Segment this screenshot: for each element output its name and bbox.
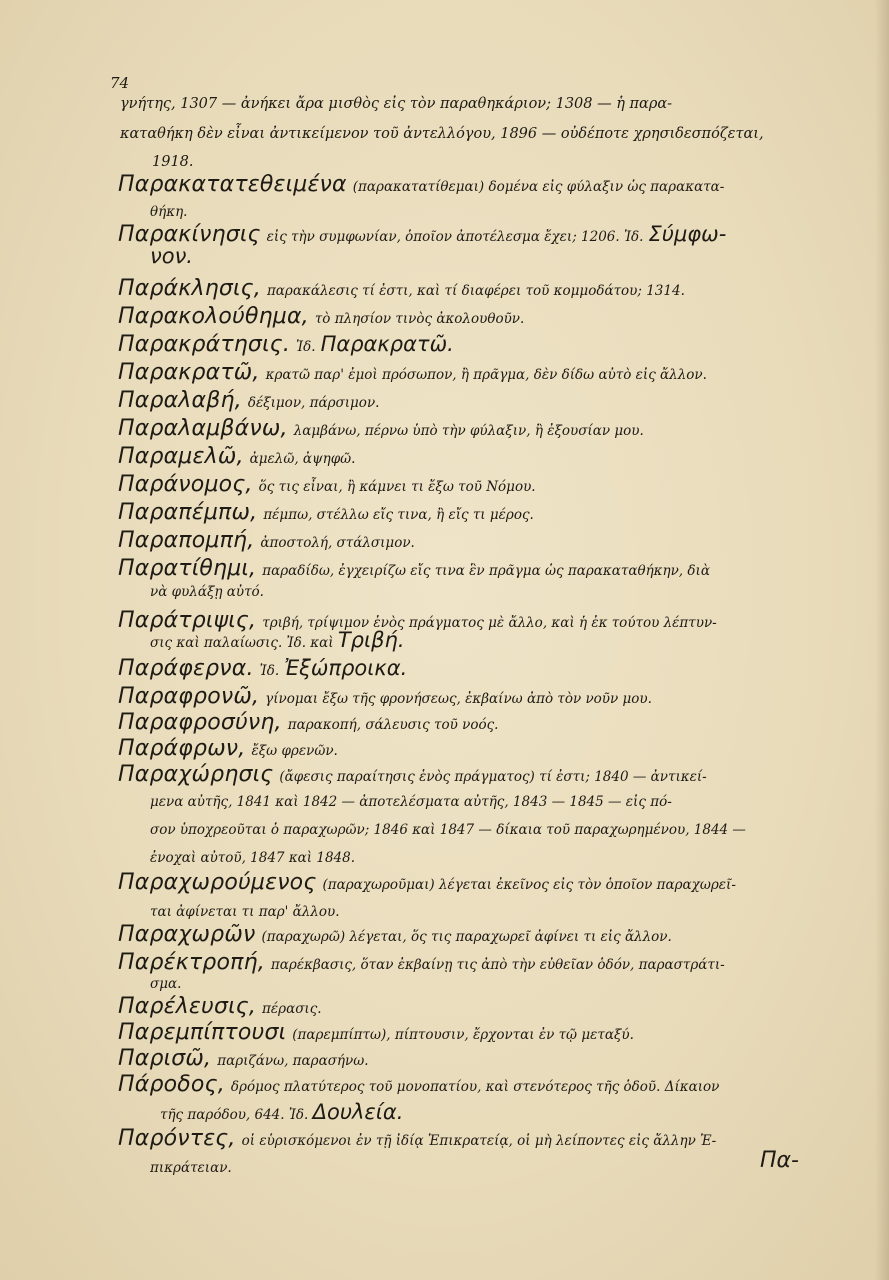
entry-headword: Παραχωρούμενος <box>118 870 317 895</box>
entry-reference: Ἐξώπροικα. <box>284 656 408 680</box>
dictionary-entry <box>118 304 818 329</box>
entry-definition: (ἄφεσις παραίτησις ἑνὸς πράγματος) τί ἐστι; 1840 — ἀντικεί- <box>279 769 707 785</box>
entry-definition: παραδίδω, ἐγχειρίζω εἴς τινα ἓν πρᾶγμα ὡς παρακαταθήκην, διὰ <box>262 563 710 579</box>
entry-headword: Παραλαβή, <box>118 388 242 413</box>
catchword: Πα- <box>760 1148 799 1173</box>
entry-definition: τριβή, τρίψιμον ἑνὸς πράγματος μὲ ἄλλο, καὶ ἡ ἐκ τούτου λέπτυν- <box>262 615 717 631</box>
entry-headword: Παρόντες, <box>118 1126 236 1151</box>
entry-headword: Παραχωρῶν <box>118 922 256 947</box>
entry-definition: δρόμος πλατύτερος τοῦ μονοπατίου, καὶ στενότερος τῆς ὁδοῦ. Δίκαιον <box>230 1079 720 1095</box>
entry-definition: λαμβάνω, πέρνω ὑπὸ τὴν φύλαξιν, ἢ ἐξουσίαν μου. <box>293 423 644 439</box>
entry-definition: ἔξω φρενῶν. <box>251 743 338 759</box>
dictionary-entry <box>118 1020 818 1045</box>
dictionary-entry <box>118 656 818 681</box>
entry-definition: κρατῶ παρ' ἐμοὶ πρόσωπον, ἢ πρᾶγμα, δὲν δίδω αὐτὸ εἰς ἄλλον. <box>265 367 707 383</box>
dictionary-entry <box>118 388 818 413</box>
entry-definition: ὅς τις εἶναι, ἢ κάμνει τι ἔξω τοῦ Νόμου. <box>258 479 536 495</box>
entry-reference: Δουλεία. <box>312 1100 404 1124</box>
entry-definition: παριζάνω, παρασήνω. <box>217 1053 369 1069</box>
entry-headword: Παρακράτησις. <box>118 332 291 357</box>
dictionary-entry <box>118 870 818 895</box>
entry-headword: Παραφρονῶ, <box>118 684 260 709</box>
entry-headword: Παρεμπίπτουσι <box>118 1020 287 1045</box>
entry-definition: δέξιμον, πάρσιμον. <box>247 395 380 411</box>
entry-headword: Παραπέμπω, <box>118 500 258 525</box>
page-number: 74 <box>110 74 130 92</box>
entry-headword: Παράφρων, <box>118 736 246 761</box>
entry-headword: Παρακατατεθειμένα <box>118 172 347 197</box>
entry-definition: Ἰδ. <box>296 339 316 355</box>
dictionary-entry <box>118 444 818 469</box>
entry-continuation: ται ἀφίνεται τι παρ' ἄλλου. <box>150 904 340 920</box>
entry-headword: Παρακολούθημα, <box>118 304 309 329</box>
dictionary-entry <box>118 360 818 385</box>
entry-definition: εἰς τὴν συμφωνίαν, ὁποῖον ἀποτέλεσμα ἔχει; 1206. Ἰδ. <box>266 229 644 245</box>
entry-headword: Παράκλησις, <box>118 276 261 301</box>
entry-definition: γίνομαι ἔξω τῆς φρονήσεως, ἐκβαίνω ἀπὸ τὸν νοῦν μου. <box>265 691 652 707</box>
entry-reference: νον. <box>150 244 193 268</box>
entry-continuation-text: σις καὶ παλαίωσις. Ἰδ. καὶ <box>150 635 334 651</box>
entry-definition: παρέκβασις, ὅταν ἐκβαίνῃ τις ἀπὸ τὴν εὐθεῖαν ὁδόν, παραστράτι- <box>270 957 725 973</box>
dictionary-entry <box>118 556 818 581</box>
entry-headword: Παραλαμβάνω, <box>118 416 288 441</box>
entry-reference: Σύμφω- <box>648 222 727 246</box>
entry-headword: Παράτριψις, <box>118 608 257 633</box>
entry-continuation <box>150 244 810 271</box>
entry-definition: ἀποστολή, στάλσιμον. <box>260 535 415 551</box>
continuation-line: 1918. <box>152 154 194 170</box>
dictionary-entry <box>118 472 818 497</box>
continuation-line: γνήτης, 1307 — ἀνήκει ἄρα μισθὸς εἰς τὸν παραθηκάριον; 1308 — ἡ παρα- <box>120 96 673 112</box>
entry-definition: (παρακατατίθεμαι) δομένα εἰς φύλαξιν ὡς παρακατα- <box>352 179 725 195</box>
entry-definition: ἀμελῶ, ἀψηφῶ. <box>249 451 356 467</box>
dictionary-entry <box>118 528 818 553</box>
entry-continuation: ἐνοχαὶ αὐτοῦ, 1847 καὶ 1848. <box>150 850 356 866</box>
dictionary-entry <box>118 1046 818 1071</box>
entry-definition: πέρασις. <box>262 1001 322 1017</box>
entry-headword: Παραμελῶ, <box>118 444 244 469</box>
entry-continuation: πικράτειαν. <box>150 1160 232 1176</box>
continuation-line: καταθήκη δὲν εἶναι ἀντικείμενον τοῦ ἀντελλόγου, 1896 — οὐδέποτε χρησιδεσπόζεται, <box>120 126 764 142</box>
dictionary-entry <box>118 1072 818 1097</box>
entry-definition: Ἰδ. <box>259 663 280 679</box>
entry-continuation: σμα. <box>150 976 182 992</box>
entry-headword: Παρακρατῶ, <box>118 360 260 385</box>
entry-continuation <box>150 628 810 655</box>
dictionary-entry <box>118 736 818 761</box>
entry-headword: Παραπομπή, <box>118 528 255 553</box>
entry-reference: Παρακρατῶ. <box>320 332 454 356</box>
dictionary-entry <box>118 276 818 301</box>
entry-headword: Παρακίνησις <box>118 222 261 247</box>
entry-headword: Παραφροσύνη, <box>118 710 282 735</box>
entry-headword: Παράφερνα. <box>118 656 254 681</box>
entry-definition: (παρεμπίπτω), πίπτουσιν, ἔρχονται ἐν τῷ μεταξύ. <box>292 1027 634 1043</box>
dictionary-entry <box>118 172 818 197</box>
entry-definition: παρακάλεσις τί ἐστι, καὶ τί διαφέρει τοῦ κομμοδάτου; 1314. <box>266 283 685 299</box>
entry-definition: (παραχωρῶ) λέγεται, ὅς τις παραχωρεῖ ἀφίνει τι εἰς ἄλλον. <box>261 929 672 945</box>
page-edge-shadow <box>875 0 889 1280</box>
entry-headword: Παρέλευσις, <box>118 994 257 1019</box>
entry-definition: οἱ εὑρισκόμενοι ἐν τῇ ἰδίᾳ Ἐπικρατείᾳ, οἱ μὴ λείποντες εἰς ἄλλην Ἐ- <box>241 1133 717 1149</box>
entry-headword: Παρατίθημι, <box>118 556 257 581</box>
entry-definition: τὸ πλησίον τινὸς ἀκολουθοῦν. <box>314 311 525 327</box>
entry-continuation: θήκη. <box>150 204 188 220</box>
dictionary-entry <box>118 416 818 441</box>
entry-headword: Πάροδος, <box>118 1072 225 1097</box>
dictionary-entry <box>118 922 818 947</box>
entry-definition: (παραχωροῦμαι) λέγεται ἐκεῖνος εἰς τὸν ὁποῖον παραχωρεῖ- <box>322 877 736 893</box>
entry-headword: Παρέκτροπή, <box>118 950 265 975</box>
entry-headword: Παραχώρησις <box>118 762 274 787</box>
entry-continuation <box>160 1100 820 1127</box>
entry-headword: Παράνομος, <box>118 472 253 497</box>
entry-continuation: νὰ φυλάξῃ αὐτό. <box>150 584 264 600</box>
entry-definition: πέμπω, στέλλω εἴς τινα, ἢ εἴς τι μέρος. <box>263 507 534 523</box>
dictionary-entry <box>118 332 818 357</box>
entry-reference: Τριβή. <box>337 628 405 652</box>
entry-continuation: σον ὑποχρεοῦται ὁ παραχωρῶν; 1846 καὶ 1847 — δίκαια τοῦ παραχωρημένου, 1844 — <box>150 822 746 838</box>
dictionary-entry <box>118 710 818 735</box>
entry-headword: Παρισῶ, <box>118 1046 212 1071</box>
entry-continuation: μενα αὐτῆς, 1841 καὶ 1842 — ἀποτελέσματα αὐτῆς, 1843 — 1845 — εἰς πό- <box>150 794 672 810</box>
dictionary-entry <box>118 762 818 787</box>
dictionary-entry <box>118 994 818 1019</box>
dictionary-entry <box>118 500 818 525</box>
entry-definition: παρακοπή, σάλευσις τοῦ νοός. <box>287 717 499 733</box>
entry-continuation-text: τῆς παρόδου, 644. Ἰδ. <box>160 1107 309 1123</box>
dictionary-entry <box>118 684 818 709</box>
dictionary-entry <box>118 1126 818 1151</box>
